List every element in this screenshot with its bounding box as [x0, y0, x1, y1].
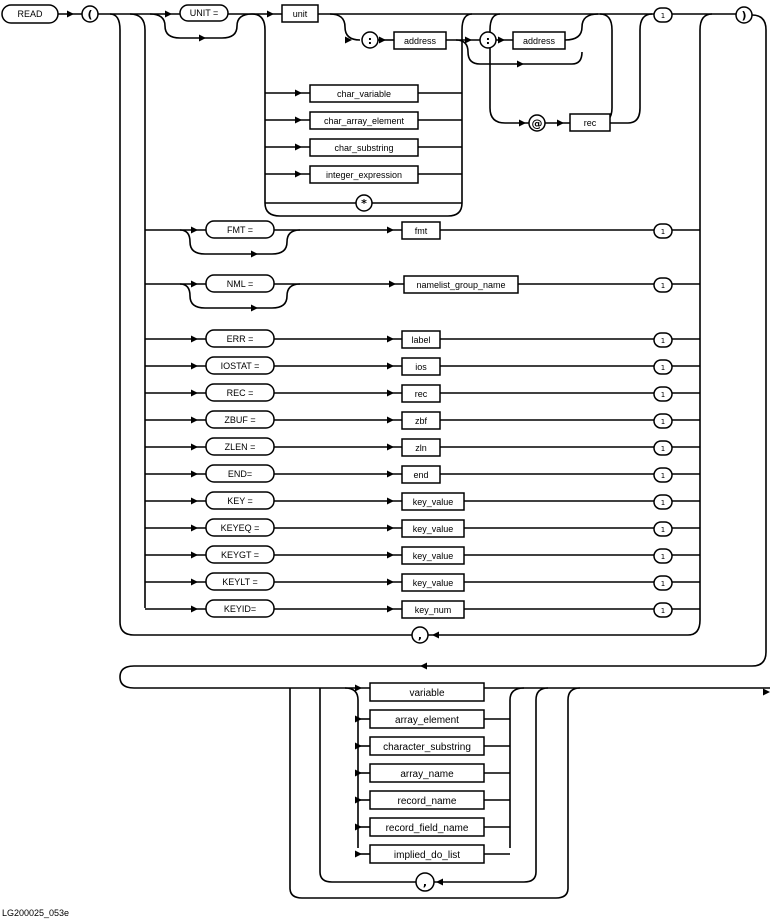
- unit-alt-label-2: char_array_element: [323, 116, 405, 126]
- specifier-keyword-label: REC =: [226, 388, 254, 398]
- svg-text:1: 1: [660, 607, 666, 615]
- specifier-value-label: label: [411, 335, 431, 345]
- svg-text:variable: variable: [409, 688, 445, 699]
- arrowhead: [191, 444, 198, 451]
- svg-text:record_field_name: record_field_name: [385, 823, 469, 834]
- once-marker: [654, 414, 672, 428]
- arrowhead: [387, 363, 394, 370]
- arrowhead: [191, 281, 198, 288]
- io-list-item: [370, 791, 484, 809]
- io-list-item: [370, 845, 484, 863]
- once-marker: [654, 387, 672, 401]
- specifier-keyword-label: KEYID=: [223, 604, 257, 614]
- open-paren-label: (: [87, 8, 93, 21]
- arrowhead: [387, 227, 394, 234]
- once-marker: [654, 468, 672, 482]
- svg-text:1: 1: [660, 499, 666, 507]
- arrowhead: [267, 11, 274, 18]
- connector-line: [565, 14, 598, 40]
- arrowhead: [191, 417, 198, 424]
- io-list-item: [370, 710, 484, 728]
- once-marker: [654, 360, 672, 374]
- connector-line: [130, 14, 145, 608]
- specifier-keyword-label: ZLEN =: [224, 442, 256, 452]
- svg-text:1: 1: [660, 364, 666, 372]
- svg-text:record_name: record_name: [397, 796, 457, 807]
- arrowhead: [436, 879, 443, 886]
- arrowhead: [387, 498, 394, 505]
- svg-text:1: 1: [660, 526, 666, 534]
- arrowhead: [387, 336, 394, 343]
- specifier-value-label: key_value: [412, 497, 454, 507]
- once-marker: [654, 278, 672, 292]
- arrowhead: [387, 417, 394, 424]
- arrowhead: [557, 120, 564, 127]
- address-label-1: address: [403, 36, 437, 46]
- read-keyword-label: READ: [17, 9, 43, 19]
- arrowhead: [191, 390, 198, 397]
- connector-line: [428, 14, 712, 635]
- svg-text:array_name: array_name: [400, 769, 454, 780]
- arrowhead: [295, 171, 302, 178]
- specifier-keyword-label: KEYLT =: [222, 577, 258, 587]
- specifier-value-label: zln: [415, 443, 427, 453]
- arrowhead: [191, 606, 198, 613]
- arrowhead: [251, 305, 258, 312]
- arrowhead: [191, 227, 198, 234]
- colon-label-2: :: [485, 34, 491, 47]
- connector-line: [610, 14, 652, 123]
- io-list-separator-label: ,: [422, 876, 428, 889]
- arrowhead: [420, 663, 427, 670]
- arrowhead: [67, 11, 74, 18]
- nml-keyword-label: NML =: [226, 279, 254, 289]
- arrowhead: [387, 390, 394, 397]
- specifier-keyword-label: END=: [227, 469, 253, 479]
- unit-keyword-label: UNIT =: [189, 8, 219, 18]
- arrowhead: [432, 632, 439, 639]
- svg-text:array_element: array_element: [395, 715, 459, 726]
- once-marker: [654, 576, 672, 590]
- arrowhead: [251, 251, 258, 258]
- star-label: *: [361, 197, 367, 210]
- specifier-keyword-label: IOSTAT =: [220, 361, 260, 371]
- arrowhead: [498, 37, 505, 44]
- once-marker: [654, 603, 672, 617]
- svg-text:1: 1: [660, 418, 666, 426]
- specifier-value-label: key_value: [412, 578, 454, 588]
- unit-value-label: unit: [292, 9, 308, 19]
- arrowhead: [387, 552, 394, 559]
- arrowhead: [389, 281, 396, 288]
- unit-alt-label-1: char_variable: [336, 89, 392, 99]
- connector-line: [330, 14, 360, 40]
- once-marker: [654, 224, 672, 238]
- connector-line: [110, 14, 412, 635]
- unit-alt-label-4: integer_expression: [325, 170, 403, 180]
- io-list-item: [370, 737, 484, 755]
- specifier-value-label: key_num: [414, 605, 452, 615]
- rec-label-unit: rec: [583, 118, 597, 128]
- svg-text:1: 1: [660, 391, 666, 399]
- specifier-value-label: rec: [414, 389, 428, 399]
- specifier-keyword-label: KEY =: [227, 496, 253, 506]
- arrowhead: [295, 90, 302, 97]
- svg-text:1: 1: [660, 12, 666, 20]
- arrowhead: [517, 61, 524, 68]
- svg-text:1: 1: [660, 337, 666, 345]
- arrowhead: [199, 35, 206, 42]
- specifier-value-label: ios: [415, 362, 427, 372]
- specifier-value-label: key_value: [412, 524, 454, 534]
- arrowhead: [387, 444, 394, 451]
- once-marker: [654, 495, 672, 509]
- specifier-keyword-label: KEYGT =: [220, 550, 260, 560]
- once-marker: [654, 549, 672, 563]
- address-label-2: address: [522, 36, 556, 46]
- arrowhead: [519, 120, 526, 127]
- svg-text:1: 1: [660, 445, 666, 453]
- arrowhead: [379, 37, 386, 44]
- arrowhead: [191, 363, 198, 370]
- arrowhead: [295, 144, 302, 151]
- arrowhead: [763, 689, 770, 696]
- close-paren-label: ): [741, 9, 747, 22]
- arrowhead: [465, 37, 472, 44]
- specifier-keyword-label: ZBUF =: [224, 415, 256, 425]
- colon-label-1: :: [367, 34, 373, 47]
- specifier-value-label: zbf: [414, 416, 428, 426]
- svg-text:1: 1: [660, 282, 666, 290]
- fmt-keyword-label: FMT =: [226, 225, 254, 235]
- svg-text:1: 1: [660, 553, 666, 561]
- unit-alt-label-3: char_substring: [334, 143, 394, 153]
- connector-line: [345, 688, 358, 848]
- arrowhead: [191, 498, 198, 505]
- connector-line: [490, 14, 529, 123]
- arrowhead: [191, 552, 198, 559]
- arrowhead: [387, 579, 394, 586]
- figure-id: LG200025_053e: [2, 908, 70, 918]
- arrowhead: [387, 606, 394, 613]
- arrowhead: [191, 525, 198, 532]
- nml-value-label: namelist_group_name: [416, 280, 506, 290]
- arrowhead: [355, 851, 362, 858]
- specifier-value-label: end: [413, 470, 429, 480]
- arrowhead: [355, 685, 362, 692]
- once-marker: [654, 333, 672, 347]
- arrowhead: [191, 579, 198, 586]
- io-list-item: [370, 683, 484, 701]
- specifier-value-label: key_value: [412, 551, 454, 561]
- specifier-keyword-label: KEYEQ =: [220, 523, 260, 533]
- connector-line: [598, 14, 612, 123]
- diagram-elements: [2, 5, 752, 918]
- once-marker: [654, 441, 672, 455]
- once-marker: [654, 522, 672, 536]
- specifier-keyword-label: ERR =: [226, 334, 254, 344]
- arrowhead: [295, 117, 302, 124]
- arrowhead: [387, 471, 394, 478]
- arrowhead: [387, 525, 394, 532]
- connector-line: [510, 688, 524, 848]
- once-marker: [654, 8, 672, 22]
- fmt-value-label: fmt: [414, 226, 428, 236]
- io-list-item: [370, 764, 484, 782]
- at-label: @: [531, 117, 543, 130]
- arrowhead: [165, 11, 172, 18]
- svg-text:character_substring: character_substring: [383, 742, 471, 753]
- svg-text:1: 1: [660, 472, 666, 480]
- arrowhead: [191, 336, 198, 343]
- svg-text:implied_do_list: implied_do_list: [393, 850, 461, 861]
- svg-text:1: 1: [660, 580, 666, 588]
- arrowhead: [191, 471, 198, 478]
- specifier-separator-label: ,: [417, 629, 423, 642]
- svg-text:1: 1: [660, 228, 666, 236]
- io-list-item: [370, 818, 484, 836]
